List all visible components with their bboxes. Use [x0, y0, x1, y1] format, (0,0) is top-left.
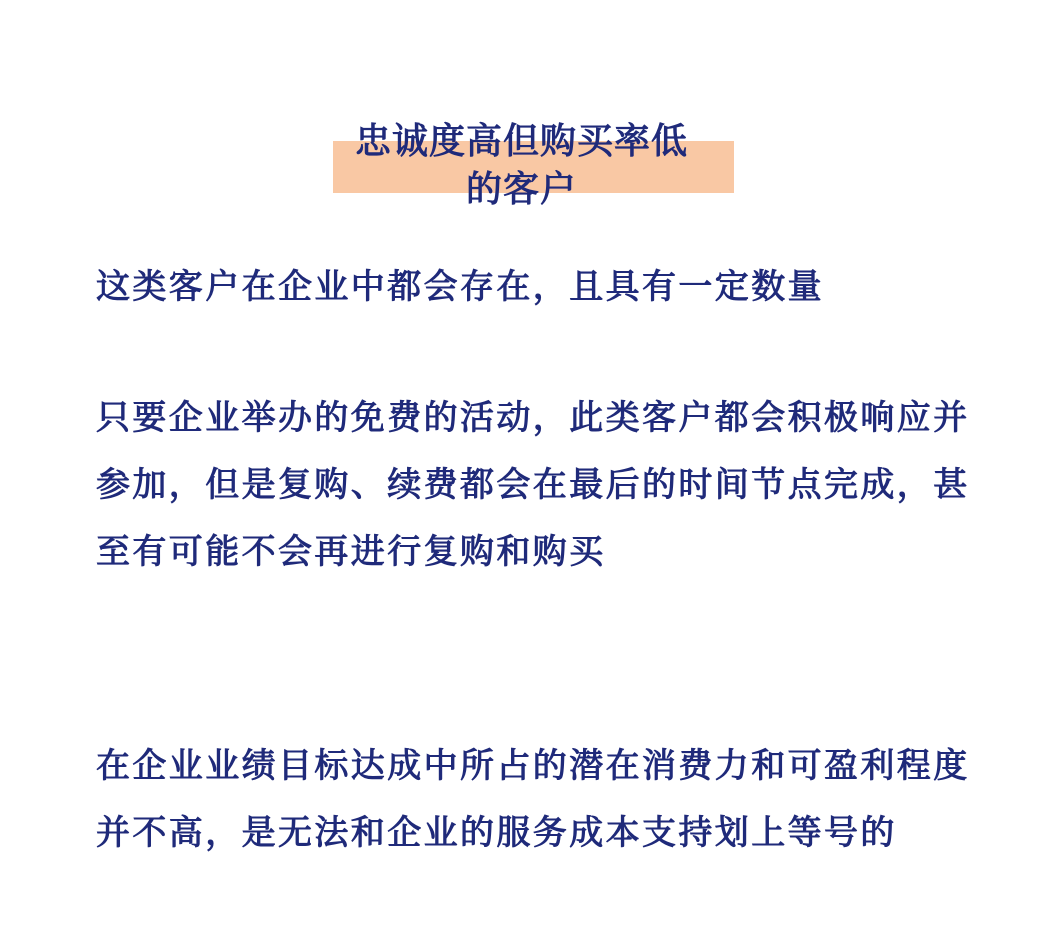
paragraph-2: 只要企业举办的免费的活动，此类客户都会积极响应并参加，但是复购、续费都会在最后的时间节点完成，甚至有可能不会再进行复购和购买 [96, 398, 970, 572]
paragraph-1: 这类客户在企业中都会存在，且具有一定数量 [96, 267, 824, 307]
title-block [0, 118, 1043, 214]
title-line-2: 的客户 [465, 169, 577, 210]
title-line-1: 忠诚度高但购买率低 [354, 121, 688, 162]
paragraph-3: 在企业业绩目标达成中所占的潜在消费力和可盈利程度并不高，是无法和企业的服务成本支持划上等号的 [96, 746, 970, 853]
page-title [0, 118, 1043, 214]
